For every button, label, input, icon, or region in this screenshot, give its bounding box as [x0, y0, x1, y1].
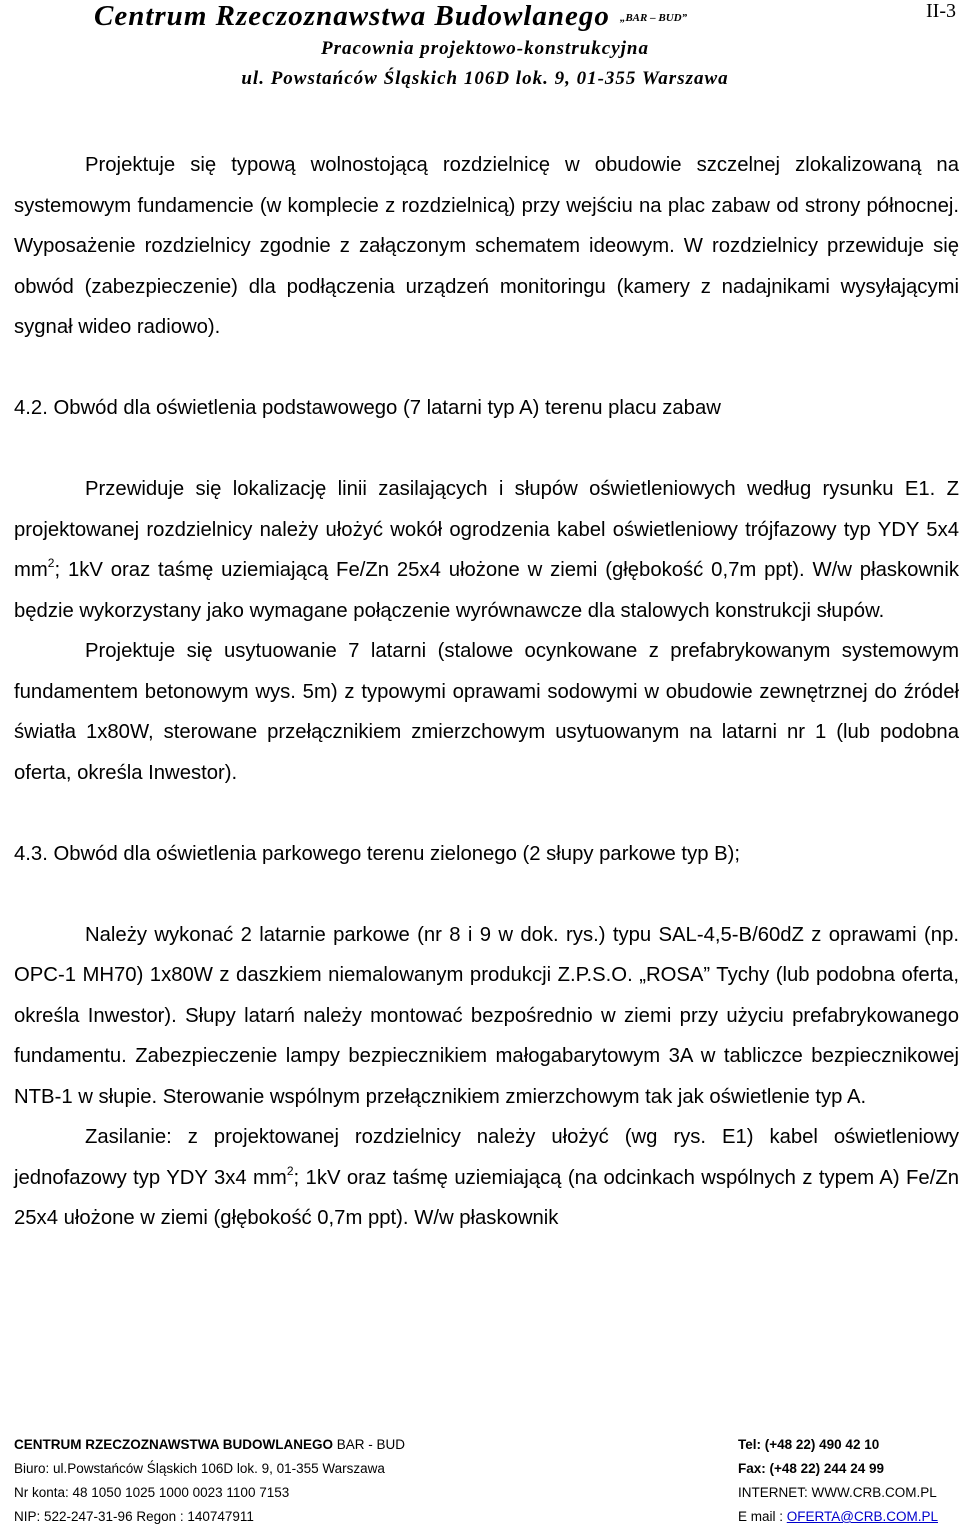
paragraph-park-lanterns: Należy wykonać 2 latarnie parkowe (nr 8 i 9 w dok. rys.) typu SAL-4,5-B/60dZ z oprawami (np. OPC-1 MH70) 1x80W z daszkiem niemalowanym produkcji Z.P.S.O. „ROSA” Tychy (lub podobna oferta, określa Inwestor). Słupy latarń należy montować bezpośrednio w ziemi przy użyciu prefabrykowanego fundamentu. Zabezpieczenie lampy bezpiecznikiem małogabarytowym 3A w tabliczce bezpiecznikowej NTB-1 w słupie. Sterowanie wspólnym przełącznikiem zmierzchowym tak jak oświetlenie typ A.: [14, 923, 959, 1108]
brand-mark: „BAR – BUD”: [619, 12, 688, 24]
paragraph-supply: [14, 1117, 959, 1239]
footer-company-bold: CENTRUM RZECZOZNAWSTWA BUDOWLANEGO: [14, 1437, 333, 1452]
superscript: 2: [47, 556, 55, 570]
paragraph-lines-text-b: ; 1kV oraz taśmę uziemiającą Fe/Zn 25x4 ułożone w ziemi (głębokość 0,7m ppt). W/w płaskownik będzie wykorzystany jako wymagane połączenie wyrównawcze dla stalowych konstrukcji słupów.: [14, 559, 959, 622]
company-address: ul. Powstańców Śląskich 106D lok. 9, 01-355 Warszawa: [241, 68, 729, 89]
company-title: [94, 0, 854, 33]
footer-email-row: [738, 1505, 938, 1529]
footer-email-link[interactable]: OFERTA@CRB.COM.PL: [786, 1509, 938, 1524]
footer-tel: Tel: (+48 22) 490 42 10: [738, 1437, 880, 1452]
footer-office: Biuro: ul.Powstańców Śląskich 106D lok. 9, 01-355 Warszawa: [14, 1461, 385, 1476]
footer-email-label: E mail :: [738, 1509, 787, 1524]
footer-row: [14, 1433, 944, 1457]
footer-row: [14, 1481, 944, 1505]
paragraph-lines-text-a: Przewiduje się lokalizację linii zasilających i słupów oświetleniowych według rysunku E1. Z projektowanej rozdzielnicy należy ułożyć wokół ogrodzenia kabel oświetleniowy trójfazowy typ YDY 5x4 mm: [14, 478, 959, 581]
footer: [14, 1433, 944, 1529]
page-number: II-3: [926, 0, 956, 22]
paragraph-supply-text-a: Zasilanie: z projektowanej rozdzielnicy należy ułożyć (wg rys. E1) kabel oświetleniowy jednofazowy typ YDY 3x4 mm: [14, 1126, 959, 1189]
section-heading-4-2: 4.2. Obwód dla oświetlenia podstawowego (7 latarni typ A) terenu placu zabaw: [14, 397, 721, 419]
spacer: [14, 874, 959, 915]
document-body: [14, 145, 959, 1239]
paragraph-switchboard: Projektuje się typową wolnostojącą rozdzielnicę w obudowie szczelnej zlokalizowaną na systemowym fundamencie (w komplecie z rozdzielnicą) przy wejściu na plac zabaw od strony północnej. Wyposażenie rozdzielnicy zgodnie z załączonym schematem ideowym. W rozdzielnicy przewiduje się obwód (zabezpieczenie) dla podłączenia urządzeń monitoringu (kamery z nadajnikami wysyłającymi sygnał wideo radiowo).: [14, 154, 959, 338]
footer-nip: NIP: 522-247-31-96 Regon : 140747911: [14, 1509, 254, 1524]
section-heading-4-3: 4.3. Obwód dla oświetlenia parkowego terenu zielonego (2 słupy parkowe typ B);: [14, 842, 741, 865]
company-name: Centrum Rzeczoznawstwa Budowlanego: [94, 0, 610, 32]
spacer: [14, 348, 959, 389]
footer-row: [14, 1505, 944, 1529]
spacer: [14, 429, 959, 470]
paragraph-lanterns: Projektuje się usytuowanie 7 latarni (stalowe ocynkowane z prefabrykowanym systemowym fundamentem betonowym wys. 5m) z typowymi oprawami sodowymi w obudowie zewnętrznej do źródeł światła 1x80W, sterowane przełącznikiem zmierzchowym usytuowanym na latarni nr 1 (lub podobna oferta, określa Inwestor).: [14, 640, 959, 784]
footer-fax: Fax: (+48 22) 244 24 99: [738, 1461, 884, 1476]
spacer: [14, 793, 959, 834]
footer-row: [14, 1457, 944, 1481]
footer-company-rest: BAR - BUD: [332, 1437, 405, 1452]
footer-company: [14, 1437, 405, 1452]
footer-account: Nr konta: 48 1050 1025 1000 0023 1100 7153: [14, 1485, 290, 1500]
superscript: 2: [286, 1163, 294, 1178]
company-subtitle: Pracownia projektowo-konstrukcyjna: [321, 38, 649, 59]
footer-internet: INTERNET: WWW.CRB.COM.PL: [738, 1485, 937, 1500]
letterhead: [0, 0, 960, 110]
paragraph-supply-text-b: ; 1kV oraz taśmę uziemiającą (na odcinkach wspólnych z typem A) Fe/Zn 25x4 ułożone w ziemi (głębokość 0,7m ppt). W/w płaskownik: [14, 1166, 960, 1229]
paragraph-lines: [14, 469, 959, 631]
